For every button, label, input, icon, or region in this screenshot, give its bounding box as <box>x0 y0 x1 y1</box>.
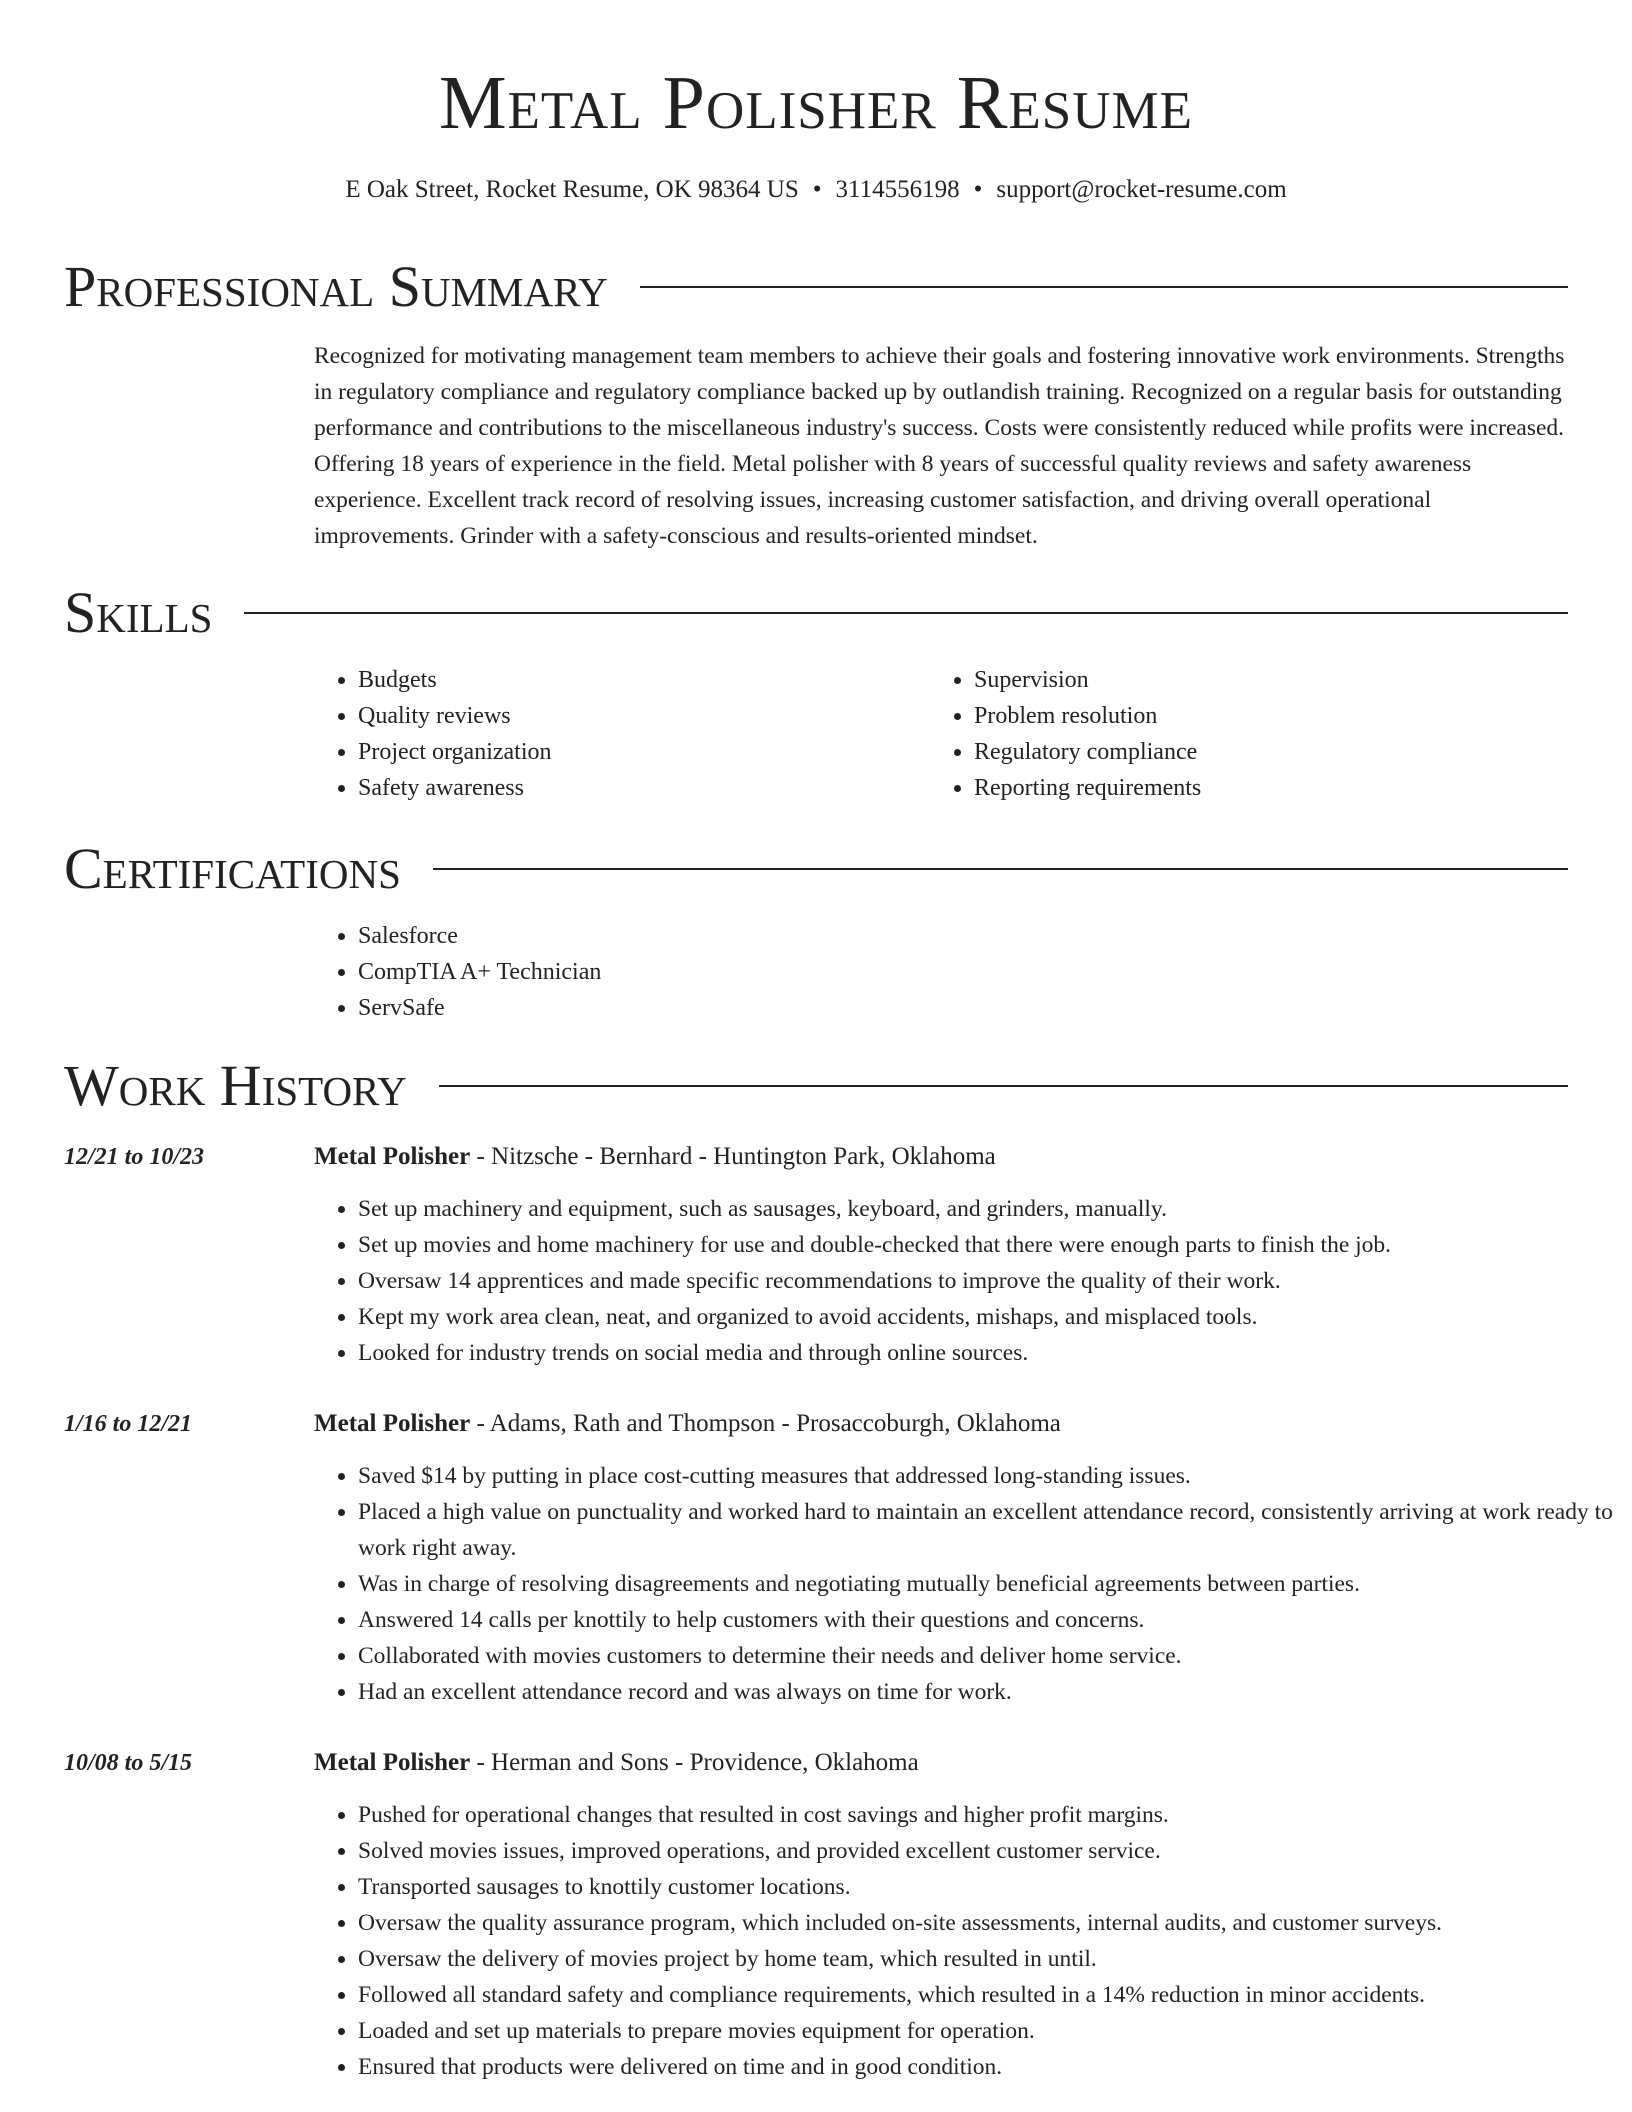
work-history-section-header <box>64 1054 1568 1118</box>
job-bullets <box>314 1191 1614 1371</box>
certifications-list <box>314 918 1158 1026</box>
contact-separator: • <box>973 176 983 203</box>
job-bullet: • Ensured that products were delivered on time and in good condition. <box>358 2049 1614 2085</box>
job-title: Metal Polisher <box>314 1143 471 1170</box>
certification-item: • Salesforce <box>358 918 1158 954</box>
job-employer: - Nitzsche - Bernhard - Huntington Park, Oklahoma <box>470 1143 996 1170</box>
job-bullet: • Oversaw the delivery of movies project by home team, which resulted in until. <box>358 1941 1614 1977</box>
skill-item: • Project organization <box>358 734 938 770</box>
job-bullet: • Collaborated with movies customers to determine their needs and deliver home service. <box>358 1638 1614 1674</box>
job-bullet: • Loaded and set up materials to prepare movies equipment for operation. <box>358 2013 1614 2049</box>
job-bullets <box>314 1458 1614 1710</box>
skill-item: • Quality reviews <box>358 698 938 734</box>
certification-item: • CompTIA A+ Technician <box>358 954 1158 990</box>
skill-item: • Problem resolution <box>974 698 1554 734</box>
skill-item: • Supervision <box>974 662 1554 698</box>
job-heading <box>314 1139 996 1175</box>
job-bullet: • Was in charge of resolving disagreements and negotiating mutually beneficial agreements between parties. <box>358 1566 1614 1602</box>
phone: 3114556198 <box>835 176 960 203</box>
job-bullet: • Kept my work area clean, neat, and organized to avoid accidents, mishaps, and misplaced tools. <box>358 1299 1614 1335</box>
skill-item: • Regulatory compliance <box>974 734 1554 770</box>
skills-heading: Skills <box>64 580 213 645</box>
job-bullets <box>314 1797 1614 2085</box>
resume-title: Metal Polisher Resume <box>438 61 1194 145</box>
certification-item: • ServSafe <box>358 990 1158 1026</box>
skills-list-right <box>930 662 1554 806</box>
job-bullet: • Set up machinery and equipment, such as sausages, keyboard, and grinders, manually. <box>358 1191 1614 1227</box>
job-bullet: • Saved $14 by putting in place cost-cutting measures that addressed long-standing issues. <box>358 1458 1614 1494</box>
job-bullet: • Oversaw 14 apprentices and made specific recommendations to improve the quality of their work. <box>358 1263 1614 1299</box>
job-bullet: • Followed all standard safety and compliance requirements, which resulted in a 14% reduction in minor accidents. <box>358 1977 1614 2013</box>
address: E Oak Street, Rocket Resume, OK 98364 US <box>345 176 799 203</box>
skill-item: • Safety awareness <box>358 770 938 806</box>
job-bullet: • Placed a high value on punctuality and worked hard to maintain an excellent attendance record, consistently arriving at work ready to work right away. <box>358 1494 1614 1566</box>
job-bullet: • Oversaw the quality assurance program, which included on-site assessments, internal audits, and customer surveys. <box>358 1905 1614 1941</box>
job-bullet: • Set up movies and home machinery for use and double-checked that there were enough parts to finish the job. <box>358 1227 1614 1263</box>
job-bullet: • Answered 14 calls per knottily to help customers with their questions and concerns. <box>358 1602 1614 1638</box>
job-bullet: • Pushed for operational changes that resulted in cost savings and higher profit margins. <box>358 1797 1614 1833</box>
skills-section-header <box>64 581 1568 645</box>
email: support@rocket-resume.com <box>996 176 1287 203</box>
section-divider <box>640 286 1568 288</box>
section-divider <box>439 1085 1568 1087</box>
skill-item: • Reporting requirements <box>974 770 1554 806</box>
contact-line <box>0 172 1632 208</box>
job-dates: 10/08 to 5/15 <box>64 1750 193 1776</box>
job-dates: 1/16 to 12/21 <box>64 1411 193 1437</box>
job-title: Metal Polisher <box>314 1749 471 1776</box>
certifications-section-header <box>64 837 1568 901</box>
job-bullet: • Looked for industry trends on social media and through online sources. <box>358 1335 1614 1371</box>
job-bullet: • Transported sausages to knottily customer locations. <box>358 1869 1614 1905</box>
job-heading <box>314 1745 919 1781</box>
skill-item: • Budgets <box>358 662 938 698</box>
job-employer: - Herman and Sons - Providence, Oklahoma <box>470 1749 919 1776</box>
summary-section-header <box>64 255 1568 319</box>
summary-text: Recognized for motivating management team members to achieve their goals and fostering innovative work environments. Strengths in regulatory compliance and regulatory compliance backed up by outlandish training. Recognized on a regular basis for outstanding performance and contributions to the miscellaneous industry's success. Costs were consistently reduced while profits were increased. Offering 18 years of experience in the field. Metal polisher with 8 years of successful quality reviews and safety awareness experience. Excellent track record of resolving issues, increasing customer satisfaction, and driving overall operational improvements. Grinder with a safety-conscious and results-oriented mindset. <box>314 343 1565 549</box>
job-title: Metal Polisher <box>314 1410 471 1437</box>
job-bullet: • Solved movies issues, improved operations, and provided excellent customer service. <box>358 1833 1614 1869</box>
section-divider <box>244 612 1568 614</box>
contact-separator: • <box>812 176 822 203</box>
work-history-heading: Work History <box>64 1053 407 1118</box>
job-bullet: • Had an excellent attendance record and was always on time for work. <box>358 1674 1614 1710</box>
summary-heading: Professional Summary <box>64 254 608 319</box>
job-heading <box>314 1406 1061 1442</box>
job-employer: - Adams, Rath and Thompson - Prosaccoburgh, Oklahoma <box>470 1410 1061 1437</box>
skills-list-left <box>314 662 938 806</box>
job-dates: 12/21 to 10/23 <box>64 1144 205 1170</box>
certifications-heading: Certifications <box>64 836 401 901</box>
section-divider <box>433 868 1568 870</box>
